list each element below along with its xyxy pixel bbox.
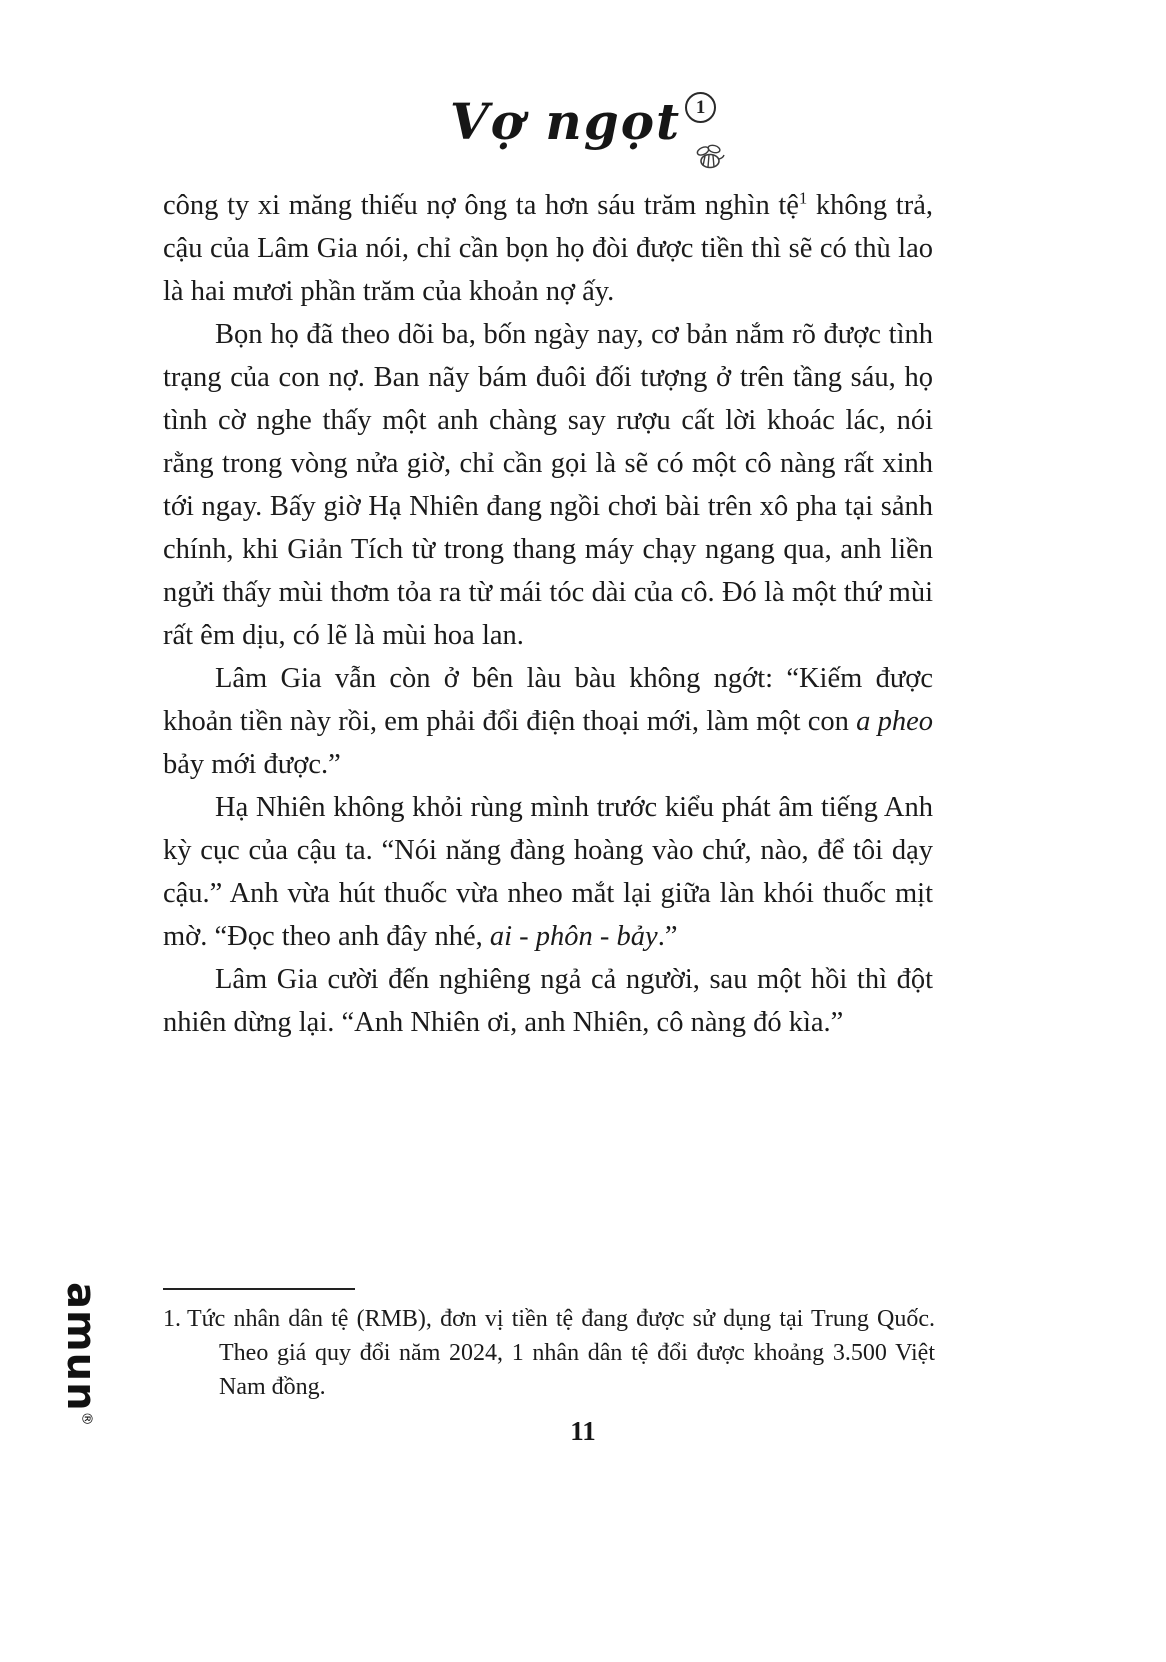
book-header bbox=[0, 92, 1166, 151]
publisher-logo bbox=[58, 1282, 104, 1427]
body-paragraph: Lâm Gia cười đến nghiêng ngả cả người, sau một hồi thì đột nhiên dừng lại. “Anh Nhiên ơi, anh Nhiên, cô nàng đó kìa.” bbox=[163, 964, 933, 1038]
footnote-area bbox=[163, 1288, 935, 1404]
footnote-reference: 1 bbox=[798, 188, 808, 208]
body-text bbox=[163, 184, 933, 1044]
footnote-marker: 1. bbox=[163, 1306, 181, 1332]
page-number: 11 bbox=[570, 1416, 596, 1446]
registered-mark: ® bbox=[78, 1411, 95, 1427]
publisher-name: amun bbox=[58, 1282, 104, 1412]
bee-icon bbox=[690, 139, 730, 173]
body-paragraph: Lâm Gia vẫn còn ở bên làu bàu không ngớt: “Kiếm được khoản tiền này rồi, em phải đổi điện thoại mới, làm một con a pheo bảy mới được.” bbox=[163, 663, 934, 780]
book-title-text: Vợ ngọt bbox=[449, 92, 682, 151]
footnote-divider bbox=[163, 1288, 355, 1290]
body-paragraph: công ty xi măng thiếu nợ ông ta hơn sáu trăm nghìn tệ$^1$ không trả, cậu của Lâm Gia nói, chỉ cần bọn họ đòi được tiền thì sẽ có thù lao là hai mươi phần trăm của khoản nợ ấy. bbox=[163, 188, 933, 307]
body-paragraph: Hạ Nhiên không khỏi rùng mình trước kiểu phát âm tiếng Anh kỳ cục của cậu ta. “Nói năng đàng hoàng vào chứ, nào, để tôi dạy cậu.” Anh vừa hút thuốc vừa nheo mắt lại giữa làn khói thuốc mịt mờ. “Đọc theo anh đây nhé, ai - phôn - bảy.” bbox=[163, 792, 933, 952]
volume-number-badge: 1 bbox=[685, 92, 716, 123]
body-paragraph: Bọn họ đã theo dõi ba, bốn ngày nay, cơ bản nắm rõ được tình trạng của con nợ. Ban nãy bám đuôi đối tượng ở trên tầng sáu, họ tình cờ nghe thấy một anh chàng say rượu cất lời khoác lác, nói rằng trong vòng nửa giờ, chỉ cần gọi là sẽ có một cô nàng rất xinh tới ngay. Bấy giờ Hạ Nhiên đang ngồi chơi bài trên xô pha tại sảnh chính, khi Giản Tích từ trong thang máy chạy ngang qua, anh liền ngửi thấy mùi thơm tỏa ra từ mái tóc dài của cô. Đó là một thứ mùi rất êm dịu, có lẽ là mùi hoa lan. bbox=[163, 319, 933, 651]
book-title-logo bbox=[450, 92, 716, 151]
footnote bbox=[163, 1302, 935, 1404]
footnote-text: Tức nhân dân tệ (RMB), đơn vị tiền tệ đang được sử dụng tại Trung Quốc. Theo giá quy đổi năm 2024, 1 nhân dân tệ đổi được khoảng 3.500 Việt Nam đồng. bbox=[187, 1306, 935, 1400]
